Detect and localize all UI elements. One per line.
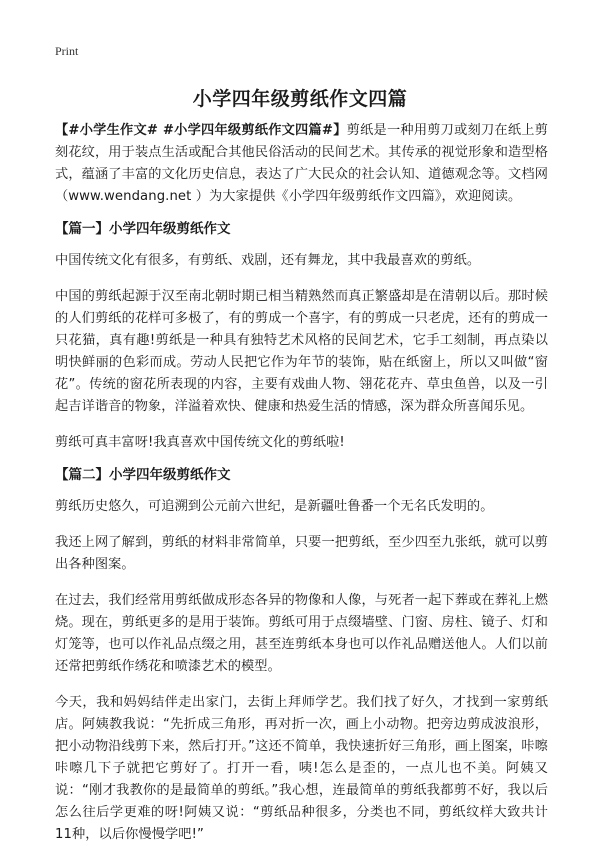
page-title: 小学四年级剪纸作文四篇 <box>192 88 408 110</box>
section2-paragraph-1: 剪纸历史悠久，可追溯到公元前六世纪，是新疆吐鲁番一个无名氏发明的。 <box>55 499 494 514</box>
section1-paragraph-2: 中国的剪纸起源于汉至南北朝时期已相当精熟然而真正繁盛却是在清朝以后。那时候的人们剪纸的花样可多极了，有的剪成一个喜字，有的剪成一只老虎，还有的剪成一只花猫，真有趣!剪纸是一种具有独特艺术风格的民间艺术，它手工刻制，再点染以明快鲜丽的色彩而成。劳动人民把它作为年节的装饰，贴在纸窗上，所以又叫做“窗花”。传统的窗花所表现的内容，主要有戏曲人物、翎花花卉、草虫鱼兽，以及一引起吉详谐音的物象，洋溢着欢快、健康和热爱生活的情感，深为群众所喜闻乐见。 <box>55 289 548 414</box>
section1-paragraph-3: 剪纸可真丰富呀!我真喜欢中国传统文化的剪纸啦! <box>55 435 345 450</box>
intro-tag: 【#小学生作文# #小学四年级剪纸作文四篇#】 <box>55 123 347 138</box>
print-link[interactable]: Print <box>55 44 79 58</box>
intro-text: 剪纸是一种用剪刀或刻刀在纸上剪刻花纹，用于装点生活或配合其他民俗活动的民间艺术。其传承的视觉形象和造型格式，蕴涵了丰富的文化历史信息，表达了广大民众的社会认知、道德观念等。文档网（www.wendang.net ）为大家提供《小学四年级剪纸作文四篇》，欢迎阅读。 <box>55 123 548 204</box>
section2-paragraph-3: 在过去，我们经常用剪纸做成形态各异的物像和人像，与死者一起下葬或在葬礼上燃烧。现在，剪纸更多的是用于装饰。剪纸可用于点缀墙壁、门窗、房柱、镜子、灯和灯笼等，也可以作礼品点缀之用，甚至连剪纸本身也可以作礼品赠送他人。人们以前还常把剪纸作绣花和喷漆艺术的模型。 <box>55 593 548 674</box>
section2-paragraph-4: 今天，我和妈妈结伴走出家门，去街上拜师学艺。我们找了好久，才找到一家剪纸店。阿姨教我说：“先折成三角形，再对折一次，画上小动物。把旁边剪成波浪形，把小动物沿线剪下来，然后打开。”这还不简单，我快速折好三角形，画上图案，咔嚓咔嚓几下子就把它剪好了。打开一看，咦!怎么是歪的，一点儿也不美。阿姨又说：“刚才我教你的是最简单的剪纸。”我心想，连最简单的剪纸我都剪不好，我以后怎么往后学更难的呀!阿姨又说：“剪纸品种很多，分类也不同，剪纸纹样大致共计11种，以后你慢慢学吧!” <box>55 695 548 842</box>
article-body <box>55 120 548 846</box>
section-heading-2: 【篇二】小学四年级剪纸作文 <box>55 467 231 483</box>
section1-paragraph-1: 中国传统文化有很多，有剪纸、戏剧，还有舞龙，其中我最喜欢的剪纸。 <box>55 253 481 268</box>
section2-paragraph-2: 我还上网了解到，剪纸的材料非常简单，只要一把剪纸，至少四至九张纸，就可以剪出各种图案。 <box>55 535 548 572</box>
section-heading-1: 【篇一】小学四年级剪纸作文 <box>55 221 231 237</box>
intro-paragraph <box>55 120 548 208</box>
